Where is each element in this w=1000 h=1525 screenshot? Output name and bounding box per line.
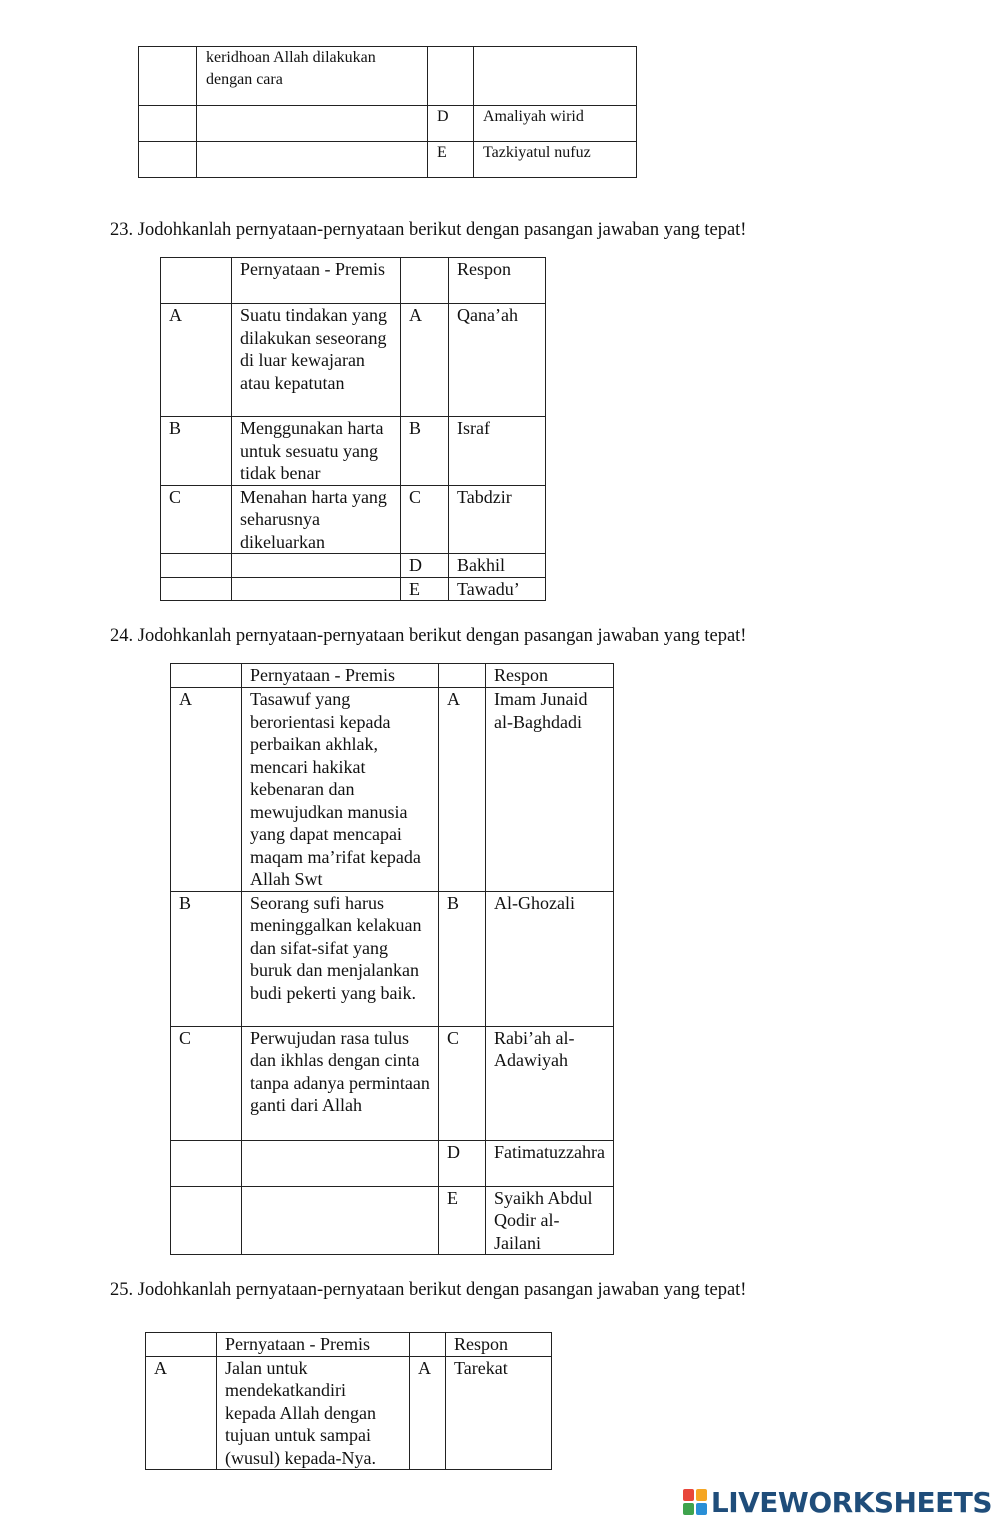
- question-25-instruction: 25. Jodohkanlah pernyataan-pernyataan berikut dengan pasangan jawaban yang tepat!: [110, 1280, 747, 1300]
- cell-premis: keridhoan Allah dilakukan dengan cara: [197, 47, 428, 106]
- cell-label: E: [428, 142, 474, 178]
- table-row: [161, 417, 546, 486]
- header-blank: [161, 258, 232, 304]
- table-row: [161, 554, 546, 578]
- cell-label: C: [161, 485, 232, 554]
- cell-label: A: [439, 688, 486, 892]
- question-23-instruction: 23. Jodohkanlah pernyataan-pernyataan berikut dengan pasangan jawaban yang tepat!: [110, 220, 747, 240]
- header-premis: Pernyataan - Premis: [217, 1333, 410, 1357]
- header-blank: [401, 258, 449, 304]
- header-respon: Respon: [486, 664, 614, 688]
- table-row: [171, 1026, 614, 1140]
- table-row: [161, 304, 546, 417]
- table-row: [139, 106, 637, 142]
- cell-premis: Menahan harta yang seharusnya dikeluarkan: [232, 485, 401, 554]
- cell-respon: Syaikh Abdul Qodir al-Jailani: [486, 1186, 614, 1255]
- cell-label: C: [439, 1026, 486, 1140]
- cell-label: C: [401, 485, 449, 554]
- header-respon: Respon: [449, 258, 546, 304]
- header-premis: Pernyataan - Premis: [232, 258, 401, 304]
- cell-label: E: [401, 577, 449, 601]
- header-blank: [171, 664, 242, 688]
- cell-premis: [232, 577, 401, 601]
- cell-respon: Bakhil: [449, 554, 546, 578]
- cell-respon: Tarekat: [446, 1356, 552, 1470]
- cell-label: [171, 1140, 242, 1186]
- cell-label: C: [171, 1026, 242, 1140]
- cell-label: A: [171, 688, 242, 892]
- table-row: [161, 577, 546, 601]
- cell-label: [171, 1186, 242, 1255]
- cell-premis: Perwujudan rasa tulus dan ikhlas dengan cinta tanpa adanya permintaan ganti dari Allah: [242, 1026, 439, 1140]
- cell-premis: Tasawuf yang berorientasi kepada perbaikan akhlak, mencari hakikat kebenaran dan mewujudkan manusia yang dapat mencapai maqam ma’rifat kepada Allah Swt: [242, 688, 439, 892]
- cell-label: B: [439, 891, 486, 1026]
- cell-respon: [474, 47, 637, 106]
- cell-label: D: [428, 106, 474, 142]
- cell-premis: Jalan untuk mendekatkandiri kepada Allah dengan tujuan untuk sampai (wusul) kepada-Nya.: [217, 1356, 410, 1470]
- cell-premis: Menggunakan harta untuk sesuatu yang tidak benar: [232, 417, 401, 486]
- cell-label: B: [171, 891, 242, 1026]
- cell-premis: Suatu tindakan yang dilakukan seseorang di luar kewajaran atau kepatutan: [232, 304, 401, 417]
- header-respon: Respon: [446, 1333, 552, 1357]
- table-row: [171, 1140, 614, 1186]
- cell-respon: Al-Ghozali: [486, 891, 614, 1026]
- table-row: [171, 1186, 614, 1255]
- table-header-row: [146, 1333, 552, 1357]
- table-row: [146, 1356, 552, 1470]
- cell-label: [139, 142, 197, 178]
- cell-respon: Tabdzir: [449, 485, 546, 554]
- cell-label: D: [401, 554, 449, 578]
- cell-respon: Amaliyah wirid: [474, 106, 637, 142]
- liveworksheets-logo-text: LIVEWORKSHEETS: [710, 1485, 992, 1519]
- cell-label: B: [401, 417, 449, 486]
- cell-premis: [197, 142, 428, 178]
- cell-label: A: [410, 1356, 446, 1470]
- cell-label: [139, 47, 197, 106]
- cell-premis: Seorang sufi harus meninggalkan kelakuan dan sifat-sifat yang buruk dan menjalankan budi pekerti yang baik.: [242, 891, 439, 1026]
- table-header-row: [161, 258, 546, 304]
- cell-premis: [242, 1186, 439, 1255]
- table-header-row: [171, 664, 614, 688]
- cell-premis: [197, 106, 428, 142]
- cell-label: A: [161, 304, 232, 417]
- cell-respon: Tawadu’: [449, 577, 546, 601]
- cell-label: [428, 47, 474, 106]
- table-row: [171, 891, 614, 1026]
- cell-label: A: [401, 304, 449, 417]
- cell-label: E: [439, 1186, 486, 1255]
- cell-respon: Fatimatuzzahra: [486, 1140, 614, 1186]
- cell-respon: Rabi’ah al-Adawiyah: [486, 1026, 614, 1140]
- header-blank: [439, 664, 486, 688]
- table-row: [139, 142, 637, 178]
- cell-label: B: [161, 417, 232, 486]
- table-row: [139, 47, 637, 106]
- cell-respon: Imam Junaid al-Baghdadi: [486, 688, 614, 892]
- header-premis: Pernyataan - Premis: [242, 664, 439, 688]
- table-row: [161, 485, 546, 554]
- cell-label: A: [146, 1356, 217, 1470]
- question-24-instruction: 24. Jodohkanlah pernyataan-pernyataan berikut dengan pasangan jawaban yang tepat!: [110, 626, 747, 646]
- cell-label: [139, 106, 197, 142]
- cell-label: [161, 577, 232, 601]
- liveworksheets-logo-icon: [683, 1489, 707, 1515]
- header-blank: [146, 1333, 217, 1357]
- cell-respon: Tazkiyatul nufuz: [474, 142, 637, 178]
- cell-respon: Israf: [449, 417, 546, 486]
- cell-label: [161, 554, 232, 578]
- table-q23: [160, 257, 546, 601]
- cell-premis: [232, 554, 401, 578]
- cell-premis: [242, 1140, 439, 1186]
- liveworksheets-logo: [683, 1485, 992, 1519]
- cell-label: D: [439, 1140, 486, 1186]
- table-q24: [170, 663, 614, 1255]
- header-blank: [410, 1333, 446, 1357]
- table-q25: [145, 1332, 552, 1470]
- cell-respon: Qana’ah: [449, 304, 546, 417]
- table-row: [171, 688, 614, 892]
- table-q22: [138, 46, 637, 178]
